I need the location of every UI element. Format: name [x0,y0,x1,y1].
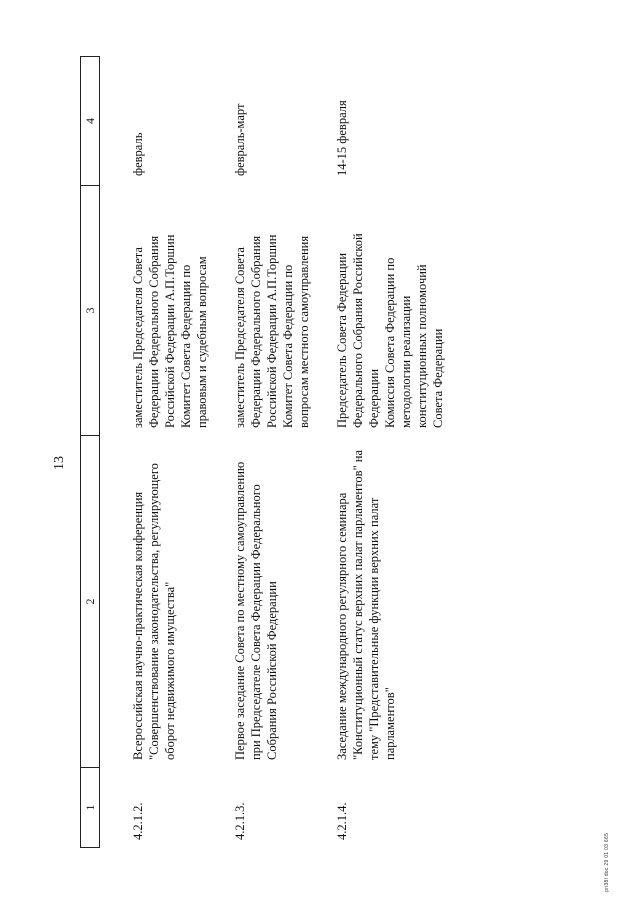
responsible-line: вопросам местного самоуправления [297,235,311,428]
responsible-line: Комитет Совета Федерации по [281,264,295,428]
event-line: "Совершенствование законодательства, регулирующего [147,463,161,760]
event-line: "Конституционный статус верхних палат парламентов" на [351,449,365,760]
column-header-3: 3 [81,185,99,435]
responsible-line: правовым и судебным вопросам [195,256,209,428]
responsible-line: Федерации Федерального Собрания [249,235,263,428]
row-number: 4.2.1.3. [233,802,247,840]
responsible-parties [334,198,446,428]
event-line: при Председателе Совета Федерации Федерального [249,484,263,760]
responsible-line: Федерального Собрания Российской [351,233,365,428]
responsible-line: конституционных полномочий [415,264,429,428]
event-date: 14-15 февраля [335,100,349,176]
responsible-line: Комиссия Совета Федерации по [383,257,397,428]
responsible-line: Российской Федерации А.П.Торшин [163,234,177,428]
responsible-line: Федерации Федерального Собрания [147,235,161,428]
event-date: февраль-март [233,103,247,176]
event-line: тему "Представительные функции верхних палат [367,497,381,760]
event-description [232,450,280,760]
row-number: 4.2.1.4. [335,802,349,840]
event-line: Первое заседание Совета по местному самоуправлению [233,461,247,760]
responsible-parties [130,198,210,428]
page-number: 13 [52,456,67,470]
event-line: оборот недвижимого имущества" [163,581,177,760]
column-header-row [80,56,100,848]
responsible-parties [232,198,312,428]
event-line: Всероссийская научно-практическая конференция [131,491,145,760]
event-description [130,450,178,760]
responsible-line: заместитель Председателя Совета [233,247,247,428]
event-line: Собрания Российской Федерации [265,581,279,760]
column-header-1: 1 [81,767,99,847]
responsible-line: Председатель Совета Федерации [335,252,349,428]
responsible-line: Комитет Совета Федерации по [179,264,193,428]
row-number: 4.2.1.2. [131,802,145,840]
responsible-line: методологии реализации [399,295,413,428]
footer-file-code: pri38l doc 29 01 03 665 [604,832,610,892]
responsible-line: Совета Федерации [431,328,445,428]
column-header-2: 2 [81,435,99,767]
event-line: Заседание международного регулярного семинара [335,492,349,760]
responsible-line: Федерации [367,368,381,428]
column-header-4: 4 [83,118,97,124]
event-description [334,450,398,760]
responsible-line: Российской Федерации А.П.Торшин [265,234,279,428]
responsible-line: заместитель Председателя Совета [131,247,145,428]
event-date: февраль [131,132,145,176]
event-line: парламентов" [383,687,397,760]
